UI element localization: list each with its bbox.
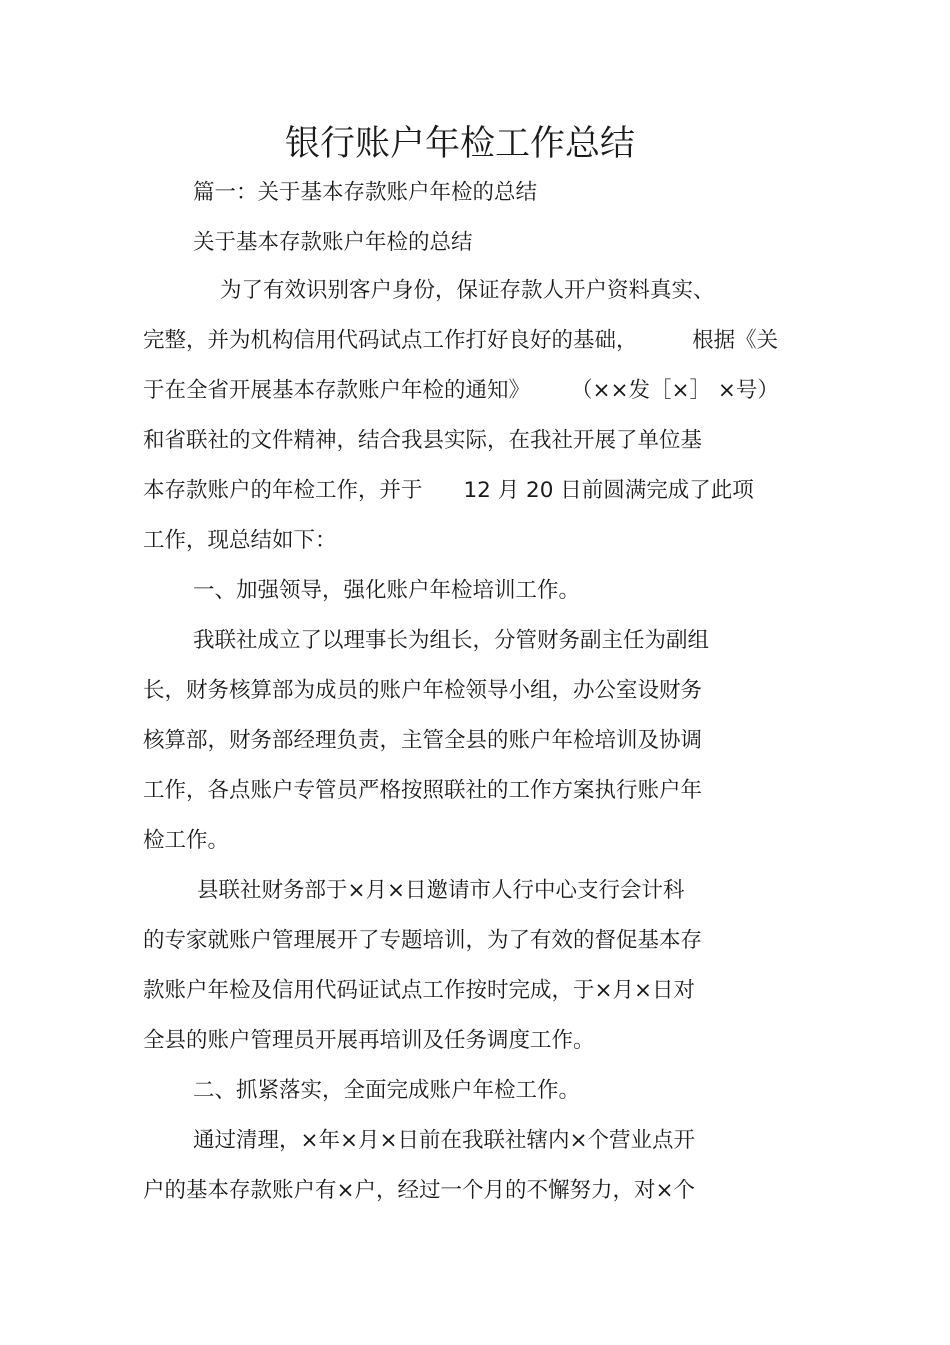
- section-heading-two: 二、抓紧落实，全面完成账户年检工作。: [193, 1078, 581, 1103]
- paragraph-line: 的专家就账户管理展开了专题培训，为了有效的督促基本存: [143, 928, 703, 953]
- article-heading: 关于基本存款账户年检的总结: [193, 230, 473, 255]
- document-title: 银行账户年检工作总结: [284, 124, 635, 164]
- paragraph-line: 工作，各点账户专管员严格按照联社的工作方案执行账户年: [143, 778, 703, 803]
- paragraph-line: 全县的账户管理员开展再培训及任务调度工作。: [143, 1028, 595, 1053]
- paragraph-line: 和省联社的文件精神，结合我县实际，在我社开展了单位基: [143, 428, 703, 453]
- section-heading-part-one: 篇一：关于基本存款账户年检的总结: [193, 180, 538, 205]
- paragraph-line: 我联社成立了以理事长为组长，分管财务副主任为副组: [193, 628, 710, 653]
- paragraph-line: 核算部，财务部经理负责，主管全县的账户年检培训及协调: [143, 728, 703, 753]
- paragraph-line: 工作，现总结如下：: [143, 528, 337, 553]
- section-heading-one: 一、加强领导，强化账户年检培训工作。: [193, 578, 581, 603]
- paragraph-line: 县联社财务部于×月×日邀请市人行中心支行会计科: [197, 878, 685, 903]
- paragraph-line: 为了有效识别客户身份，保证存款人开户资料真实、: [220, 278, 715, 303]
- paragraph-line: 于在全省开展基本存款账户年检的通知》 （××发［×］ ×号）: [143, 378, 779, 403]
- paragraph-line: 款账户年检及信用代码证试点工作按时完成，于×月×日对: [143, 978, 696, 1003]
- paragraph-line: 户的基本存款账户有×户，经过一个月的不懈努力，对×个: [143, 1178, 696, 1203]
- paragraph-line: 长，财务核算部为成员的账户年检领导小组，办公室设财务: [143, 678, 703, 703]
- paragraph-line: 完整，并为机构信用代码试点工作打好良好的基础， 根据《关: [143, 328, 779, 353]
- paragraph-line: 通过清理，×年×月×日前在我联社辖内×个营业点开: [193, 1128, 696, 1153]
- paragraph-line: 检工作。: [143, 828, 230, 853]
- paragraph-line: 本存款账户的年检工作，并于 12 月 20 日前圆满完成了此项: [143, 478, 754, 503]
